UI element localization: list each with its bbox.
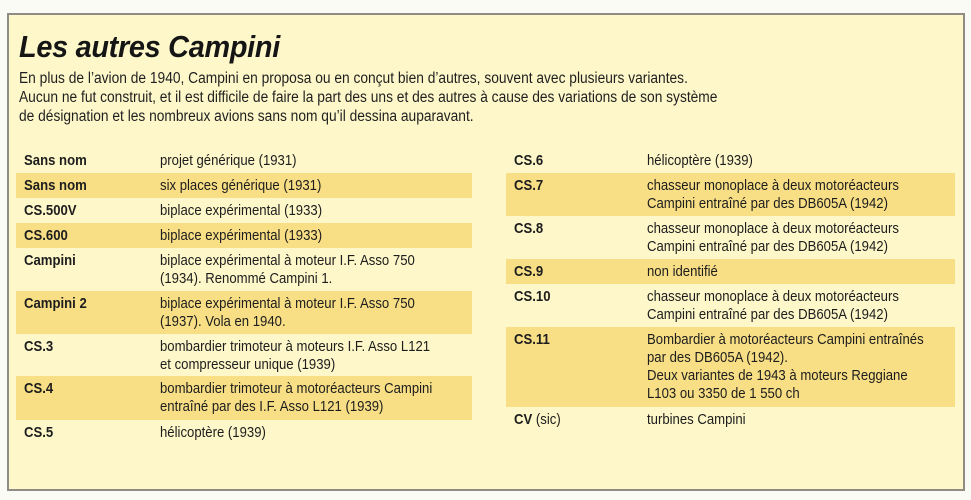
table-row [16,334,472,376]
description-line: et compresseur unique (1939) [160,357,336,373]
aircraft-description [160,380,432,416]
aircraft-description [160,227,322,245]
aircraft-description [160,202,322,220]
description-line: biplace expérimental à moteur I.F. Asso 750 [160,296,415,312]
description-line: turbines Campini [647,412,746,428]
aircraft-name: CS.5 [24,425,54,441]
aircraft-description [647,177,899,213]
aircraft-description [647,152,753,170]
description-line: biplace expérimental à moteur I.F. Asso 750 [160,253,415,269]
table-row [506,259,955,284]
table-row [16,148,472,173]
aircraft-description [647,220,899,256]
table-row [506,148,955,173]
description-line: hélicoptère (1939) [647,153,753,169]
table-row [506,327,955,407]
table-row [16,376,472,420]
table-row [16,223,472,248]
left-column [16,148,472,445]
intro-line: de désignation et les nombreux avions sans nom qu’il dessina auparavant. [19,108,474,125]
description-line: Bombardier à motoréacteurs Campini entraînés [647,332,924,348]
description-line: bombardier trimoteur à motoréacteurs Campini [160,381,433,397]
description-line: bombardier trimoteur à moteurs I.F. Asso L121 [160,339,431,355]
description-line: L103 ou 3350 de 1 550 ch [647,386,800,402]
intro-line: Aucun ne fut construit, et il est difficile de faire la part des uns et des autres à cause des variations de son système [19,89,718,106]
aircraft-name: CS.11 [514,332,550,348]
aircraft-name [514,411,561,429]
description-line: projet générique (1931) [160,153,297,169]
aircraft-description [160,177,321,195]
aircraft-name: CS.600 [24,228,68,244]
description-line: chasseur monoplace à deux motoréacteurs [647,221,899,237]
description-line: (1937). Vola en 1940. [160,314,286,330]
description-line: Campini entraîné par des DB605A (1942) [647,307,888,323]
aircraft-name: CS.6 [514,153,544,169]
description-line: chasseur monoplace à deux motoréacteurs [647,178,899,194]
aircraft-description [160,424,266,442]
intro-paragraph [19,69,718,126]
table-row [16,173,472,198]
description-line: non identifié [647,264,718,280]
description-line: biplace expérimental (1933) [160,203,323,219]
sidebar-box [7,13,965,491]
table-row [16,420,472,445]
aircraft-name: CS.500V [24,203,77,219]
table-row [506,407,955,432]
aircraft-name: Sans nom [24,153,87,169]
aircraft-description [647,288,899,324]
description-line: entraîné par des I.F. Asso L121 (1939) [160,399,384,415]
aircraft-name: CS.8 [514,221,544,237]
table-row [506,216,955,259]
description-line: biplace expérimental (1933) [160,228,323,244]
aircraft-name: CS.7 [514,178,544,194]
aircraft-name-note: (sic) [532,412,561,428]
table-row [16,198,472,223]
aircraft-description [647,411,746,429]
aircraft-description [647,263,718,281]
table-row [16,291,472,334]
description-line: hélicoptère (1939) [160,425,266,441]
description-line: Deux variantes de 1943 à moteurs Reggiane [647,368,908,384]
aircraft-description [647,331,924,403]
aircraft-description [160,252,415,288]
aircraft-name: Campini 2 [24,296,87,312]
table-row [506,284,955,327]
intro-line: En plus de l’avion de 1940, Campini en proposa ou en conçut bien d’autres, souvent avec plusieurs variantes. [19,70,688,87]
box-title: Les autres Campini [19,29,280,64]
description-line: chasseur monoplace à deux motoréacteurs [647,289,899,305]
description-line: Campini entraîné par des DB605A (1942) [647,196,888,212]
table-row [506,173,955,216]
description-line: (1934). Renommé Campini 1. [160,271,333,287]
description-line: six places générique (1931) [160,178,322,194]
description-line: par des DB605A (1942). [647,350,788,366]
description-line: Campini entraîné par des DB605A (1942) [647,239,888,255]
aircraft-name: CS.10 [514,289,551,305]
aircraft-description [160,152,297,170]
aircraft-name: CS.9 [514,264,544,280]
right-column [506,148,955,432]
aircraft-name: Sans nom [24,178,87,194]
aircraft-name-text: CV [514,412,533,428]
aircraft-name: Campini [24,253,76,269]
aircraft-name: CS.4 [24,381,54,397]
aircraft-name: CS.3 [24,339,54,355]
table-row [16,248,472,291]
aircraft-description [160,295,415,331]
aircraft-description [160,338,430,374]
